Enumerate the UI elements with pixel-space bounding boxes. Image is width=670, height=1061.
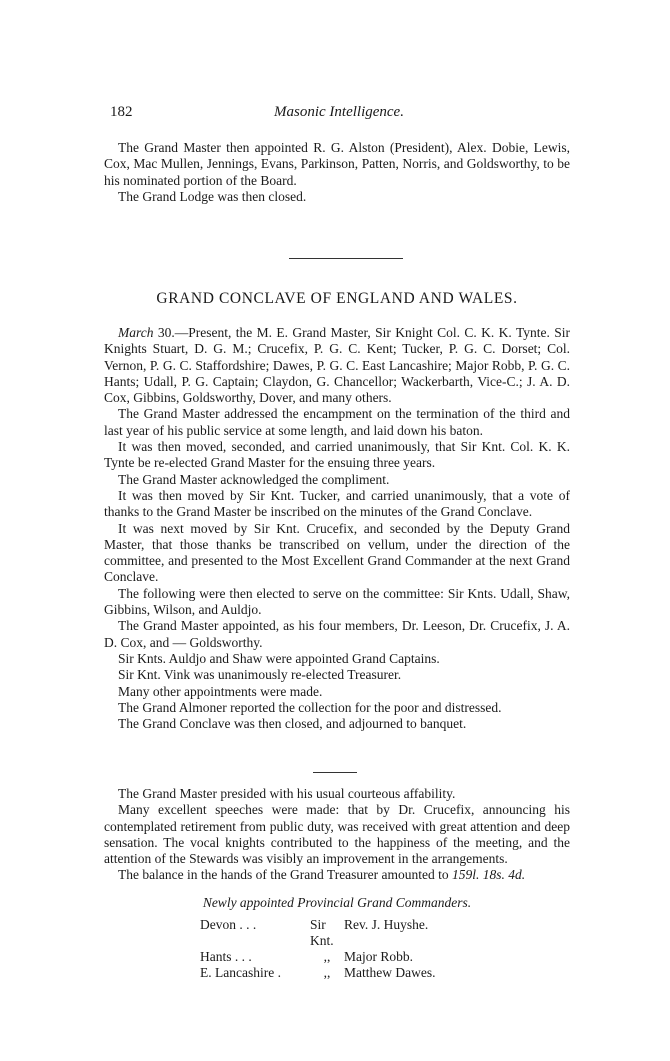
paragraph: It was next moved by Sir Knt. Crucefix, and seconded by the Deputy Grand Master, that those thanks be transcribed on vellum, under the direction of the committee, and presented to the Most Excellent Grand Commander at the next Grand Conclave.: [104, 520, 570, 585]
paragraph: The Grand Master presided with his usual courteous affability.: [118, 786, 456, 801]
paragraph: Many other appointments were made.: [118, 683, 323, 699]
county-cell: Devon . . .: [200, 917, 257, 932]
date-label: March: [118, 325, 154, 340]
paragraph: The following were then elected to serve on the committee: Sir Knts. Udall, Shaw, Gibbins, Wilson, and Auldjo.: [104, 585, 570, 618]
section-divider: [289, 258, 403, 259]
table-row: [200, 917, 435, 949]
divider: [313, 772, 357, 773]
paragraph: The Grand Master acknowledged the compliment.: [118, 471, 390, 487]
paragraph: The Grand Master appointed, as his four members, Dr. Leeson, Dr. Crucefix, J. A. D. Cox, and — Goldsworthy.: [104, 618, 570, 650]
title-cell: ,,: [323, 965, 331, 980]
conclave-block: [104, 325, 570, 732]
page-number: 182: [110, 104, 133, 120]
paragraph: The Grand Master then appointed R. G. Alston (President), Alex. Dobie, Lewis, Cox, Mac Mullen, Jennings, Evans, Parkinson, Patten, Norris, and Goldsworthy, to be his nominated portion of the Board.: [104, 140, 570, 188]
paragraph: Many excellent speeches were made: that by Dr. Crucefix, announcing his contemplated retirement from public duty, was received with great attention and deep sensation. The vocal knights contributed to the happiness of the meeting, and the attention of the Stewards was visibly an improvement in the arrangements.: [104, 802, 570, 867]
paragraph: Sir Knt. Vink was unanimously re-elected Treasurer.: [118, 667, 402, 683]
county-cell: Hants . . .: [200, 949, 252, 964]
commanders-table: [200, 917, 435, 981]
paragraph: The Grand Almoner reported the collection for the poor and distressed.: [118, 699, 502, 715]
commanders-heading: Newly appointed Provincial Grand Commanders.: [202, 895, 472, 910]
paragraph: [104, 325, 570, 406]
paragraph-text: The balance in the hands of the Grand Treasurer amounted to: [118, 867, 449, 883]
paragraph: It was then moved, seconded, and carried unanimously, that Sir Knt. Col. K. K. Tynte be re-elected Grand Master for the ensuing three years.: [104, 439, 570, 471]
name-cell: Matthew Dawes.: [344, 965, 436, 980]
name-cell: Rev. J. Huyshe.: [344, 917, 429, 932]
paragraph: The Grand Master addressed the encampment on the termination of the third and last year of his public service at some length, and laid down his baton.: [104, 406, 570, 438]
name-cell: Major Robb.: [344, 949, 413, 964]
paragraph: The Grand Lodge was then closed.: [118, 188, 307, 204]
running-head: Masonic Intelligence.: [274, 104, 404, 120]
grand-lodge-block: [104, 140, 570, 205]
banquet-block: [104, 786, 570, 884]
paragraph: [104, 867, 570, 883]
paragraph: The Grand Conclave was then closed, and adjourned to banquet.: [118, 716, 467, 732]
table-row: [200, 949, 435, 965]
amount: 159l. 18s. 4d.: [452, 867, 526, 883]
section-title: GRAND CONCLAVE OF ENGLAND AND WALES.: [156, 290, 518, 307]
title-cell: Sir Knt.: [310, 917, 334, 948]
page-header: [110, 104, 568, 124]
title-cell: ,,: [323, 949, 331, 964]
paragraph: Sir Knts. Auldjo and Shaw were appointed Grand Captains.: [118, 650, 440, 666]
paragraph: It was then moved by Sir Knt. Tucker, and carried unanimously, that a vote of thanks to the Grand Master be inscribed on the minutes of the Grand Conclave.: [104, 487, 570, 520]
table-row: [200, 965, 435, 981]
paragraph-text: 30.—Present, the M. E. Grand Master, Sir Knight Col. C. K. K. Tynte. Sir Knights Stuart, D. G. M.; Crucefix, P. G. C. Kent; Tucker, P. G. C. Dorset; Col. Vernon, P. G. C. Staffordshire; Dawes, P. G. C. East Lancashire; Major Robb, P. G. C. Hants; Udall, P. G. Captain; Claydon, G. Chancellor; Wackerbarth, Vice-C.; J. A. D. Cox, Gibbins, Goldsworthy, Dover, and many others.: [104, 325, 570, 406]
county-cell: E. Lancashire .: [200, 965, 281, 980]
